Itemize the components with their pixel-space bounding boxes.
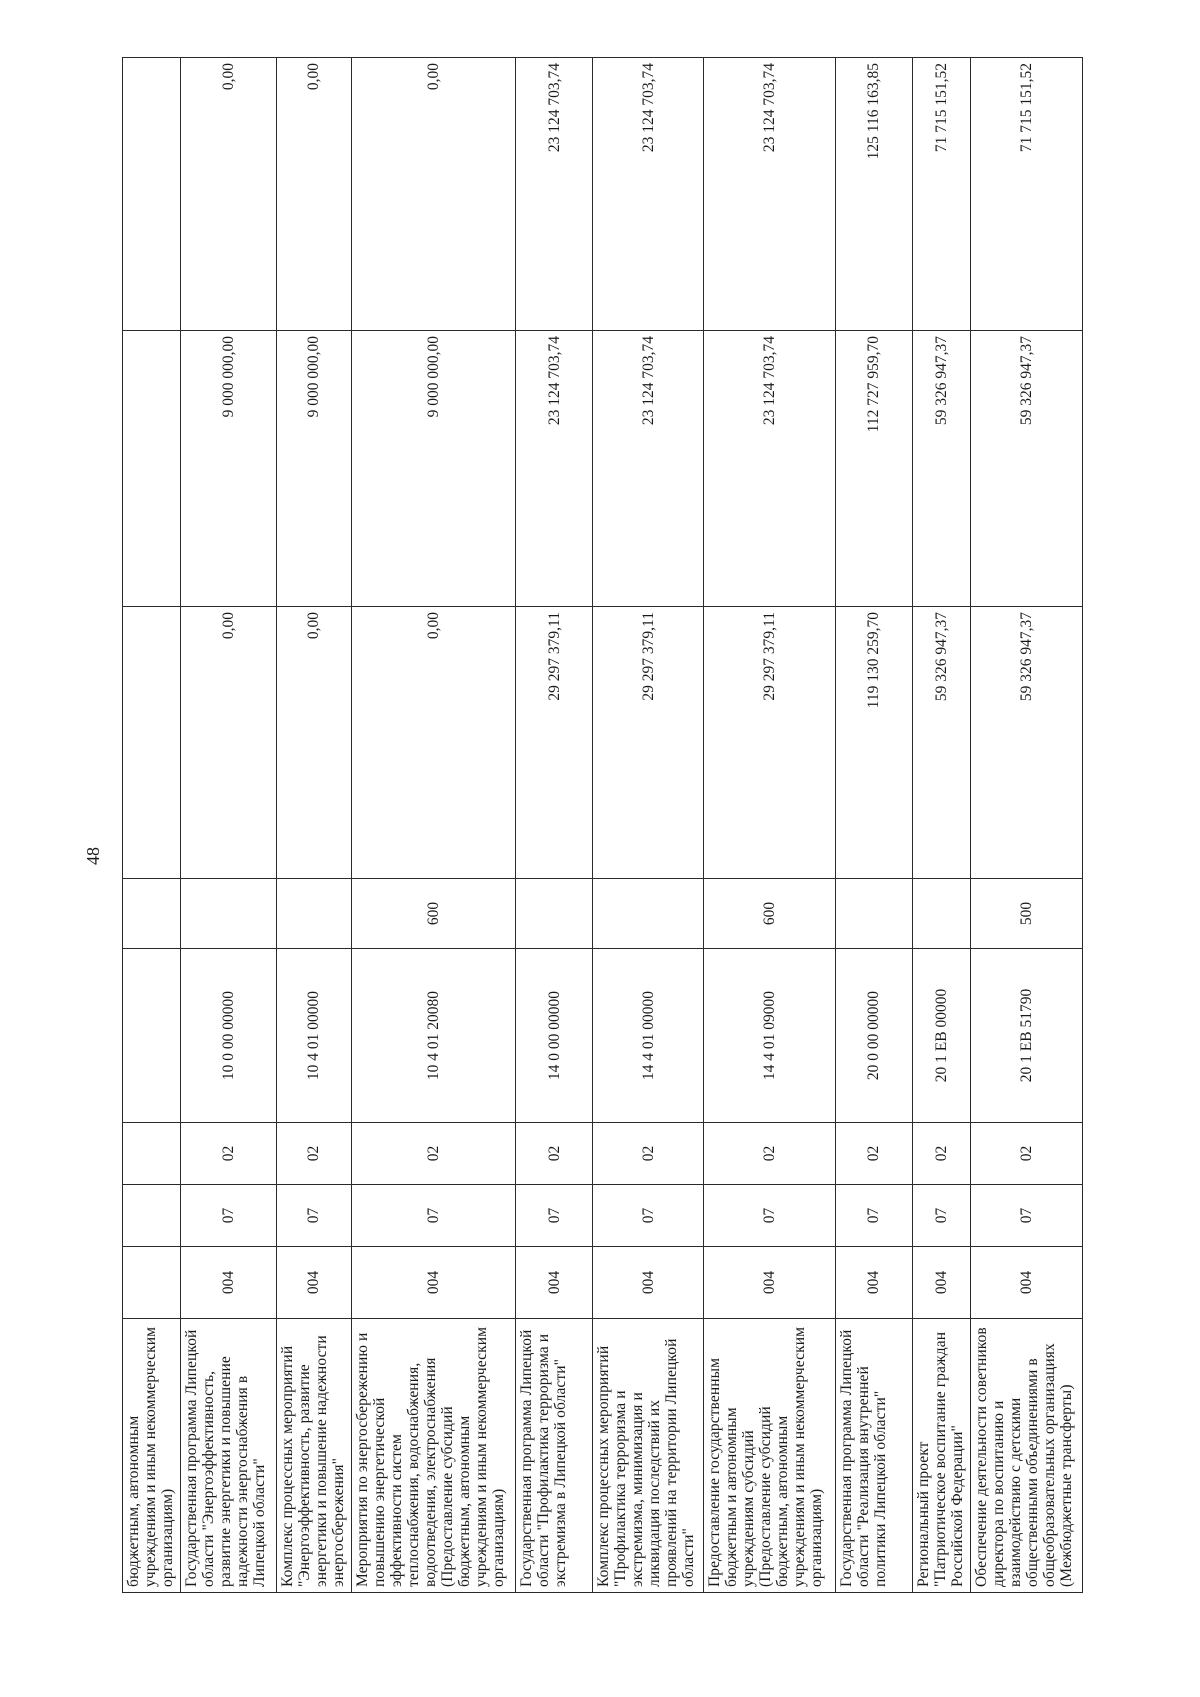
expense-name: Государственная программа Липецкой области "Энергоэффективность, развитие энергетики и повышение надежности энергоснабжения в Липецкой области" [181, 1319, 276, 1593]
table-row [970, 58, 1082, 1593]
ved-code: 004 [835, 1247, 912, 1319]
amount-year-3: 0,00 [352, 58, 516, 331]
subsection-code: 02 [516, 1123, 593, 1185]
section-code: 07 [276, 1185, 352, 1247]
amount-year-3: 71 715 151,52 [912, 58, 970, 331]
ved-code: 004 [970, 1247, 1082, 1319]
subsection-code [123, 1123, 181, 1185]
target-article-code: 10 4 01 20080 [352, 949, 516, 1123]
section-code: 07 [912, 1185, 970, 1247]
target-article-code: 14 0 00 00000 [516, 949, 593, 1123]
amount-year-2: 9 000 000,00 [352, 331, 516, 607]
expense-type-code: 600 [704, 879, 836, 949]
subsection-code: 02 [181, 1123, 276, 1185]
expense-type-code [835, 879, 912, 949]
table-row [181, 58, 276, 1593]
target-article-code: 20 1 ЕВ 00000 [912, 949, 970, 1123]
table-row [123, 58, 181, 1593]
amount-year-3 [123, 58, 181, 331]
amount-year-1: 0,00 [352, 607, 516, 879]
section-code [123, 1185, 181, 1247]
expense-name: Предоставление государственным бюджетным и автономным учреждениям субсидий (Предоставление субсидий бюджетным, автономным учреждениям и иным некоммерческим организациям) [704, 1319, 836, 1593]
section-code: 07 [352, 1185, 516, 1247]
amount-year-2: 9 000 000,00 [181, 331, 276, 607]
subsection-code: 02 [912, 1123, 970, 1185]
amount-year-2: 112 727 959,70 [835, 331, 912, 607]
section-code: 07 [704, 1185, 836, 1247]
section-code: 07 [516, 1185, 593, 1247]
table-row [352, 58, 516, 1593]
section-code: 07 [593, 1185, 704, 1247]
subsection-code: 02 [704, 1123, 836, 1185]
ved-code: 004 [593, 1247, 704, 1319]
amount-year-3: 23 124 703,74 [704, 58, 836, 331]
amount-year-1: 119 130 259,70 [835, 607, 912, 879]
table-row [912, 58, 970, 1593]
subsection-code: 02 [835, 1123, 912, 1185]
amount-year-1: 59 326 947,37 [970, 607, 1082, 879]
target-article-code: 20 0 00 00000 [835, 949, 912, 1123]
target-article-code: 14 4 01 00000 [593, 949, 704, 1123]
amount-year-1 [123, 607, 181, 879]
amount-year-1: 29 297 379,11 [704, 607, 836, 879]
expense-name: Государственная программа Липецкой области "Реализация внутренней политики Липецкой области" [835, 1319, 912, 1593]
amount-year-3: 23 124 703,74 [593, 58, 704, 331]
amount-year-2 [123, 331, 181, 607]
amount-year-3: 71 715 151,52 [970, 58, 1082, 331]
amount-year-2: 23 124 703,74 [516, 331, 593, 607]
target-article-code: 10 4 01 00000 [276, 949, 352, 1123]
target-article-code [123, 949, 181, 1123]
ved-code: 004 [352, 1247, 516, 1319]
table-row [704, 58, 836, 1593]
table-row [593, 58, 704, 1593]
ved-code: 004 [181, 1247, 276, 1319]
amount-year-2: 59 326 947,37 [970, 331, 1082, 607]
expense-name: Обеспечение деятельности советников директора по воспитанию и взаимодействию с детскими общественными объединениями в общеобразовательных организациях (Межбюджетные трансферты) [970, 1319, 1082, 1593]
ved-code: 004 [704, 1247, 836, 1319]
expense-type-code: 600 [352, 879, 516, 949]
ved-code: 004 [912, 1247, 970, 1319]
section-code: 07 [970, 1185, 1082, 1247]
amount-year-3: 23 124 703,74 [516, 58, 593, 331]
budget-table [122, 57, 1083, 1593]
amount-year-3: 0,00 [276, 58, 352, 331]
target-article-code: 10 0 00 00000 [181, 949, 276, 1123]
amount-year-1: 0,00 [276, 607, 352, 879]
table-row [835, 58, 912, 1593]
target-article-code: 14 4 01 09000 [704, 949, 836, 1123]
page-number: 48 [83, 847, 103, 865]
subsection-code: 02 [352, 1123, 516, 1185]
expense-type-code [276, 879, 352, 949]
expense-name: Государственная программа Липецкой области "Профилактика терроризма и экстремизма в Липецкой области" [516, 1319, 593, 1593]
amount-year-1: 0,00 [181, 607, 276, 879]
expense-type-code [593, 879, 704, 949]
expense-name: Мероприятия по энергосбережению и повышению энергетической эффективности систем теплоснабжения, водоснабжения, водоотведения, электроснабжения (Предоставление субсидий бюджетным, автономным учреждениям и иным некоммерческим организациям) [352, 1319, 516, 1593]
amount-year-3: 0,00 [181, 58, 276, 331]
table-row [516, 58, 593, 1593]
ved-code: 004 [516, 1247, 593, 1319]
section-code: 07 [181, 1185, 276, 1247]
expense-type-code: 500 [970, 879, 1082, 949]
amount-year-2: 23 124 703,74 [704, 331, 836, 607]
expense-name: Комплекс процессных мероприятий "Энергоэффективность, развитие энергетики и повышение надежности энергосбережения" [276, 1319, 352, 1593]
expense-type-code [181, 879, 276, 949]
amount-year-2: 23 124 703,74 [593, 331, 704, 607]
ved-code [123, 1247, 181, 1319]
budget-table-rotated [122, 58, 1083, 1593]
subsection-code: 02 [970, 1123, 1082, 1185]
amount-year-2: 9 000 000,00 [276, 331, 352, 607]
amount-year-1: 59 326 947,37 [912, 607, 970, 879]
section-code: 07 [835, 1185, 912, 1247]
expense-type-code [912, 879, 970, 949]
table-row [276, 58, 352, 1593]
expense-name: Комплекс процессных мероприятий "Профилактика терроризма и экстремизма, минимизация и ликвидация последствий их проявлений на территории Липецкой области" [593, 1319, 704, 1593]
amount-year-1: 29 297 379,11 [593, 607, 704, 879]
amount-year-1: 29 297 379,11 [516, 607, 593, 879]
subsection-code: 02 [276, 1123, 352, 1185]
amount-year-2: 59 326 947,37 [912, 331, 970, 607]
expense-name: Региональный проект "Патриотическое воспитание граждан Российской Федерации" [912, 1319, 970, 1593]
expense-type-code [123, 879, 181, 949]
target-article-code: 20 1 ЕВ 51790 [970, 949, 1082, 1123]
subsection-code: 02 [593, 1123, 704, 1185]
expense-name: бюджетным, автономным учреждениям и иным некоммерческим организациям) [123, 1319, 181, 1593]
expense-type-code [516, 879, 593, 949]
amount-year-3: 125 116 163,85 [835, 58, 912, 331]
ved-code: 004 [276, 1247, 352, 1319]
